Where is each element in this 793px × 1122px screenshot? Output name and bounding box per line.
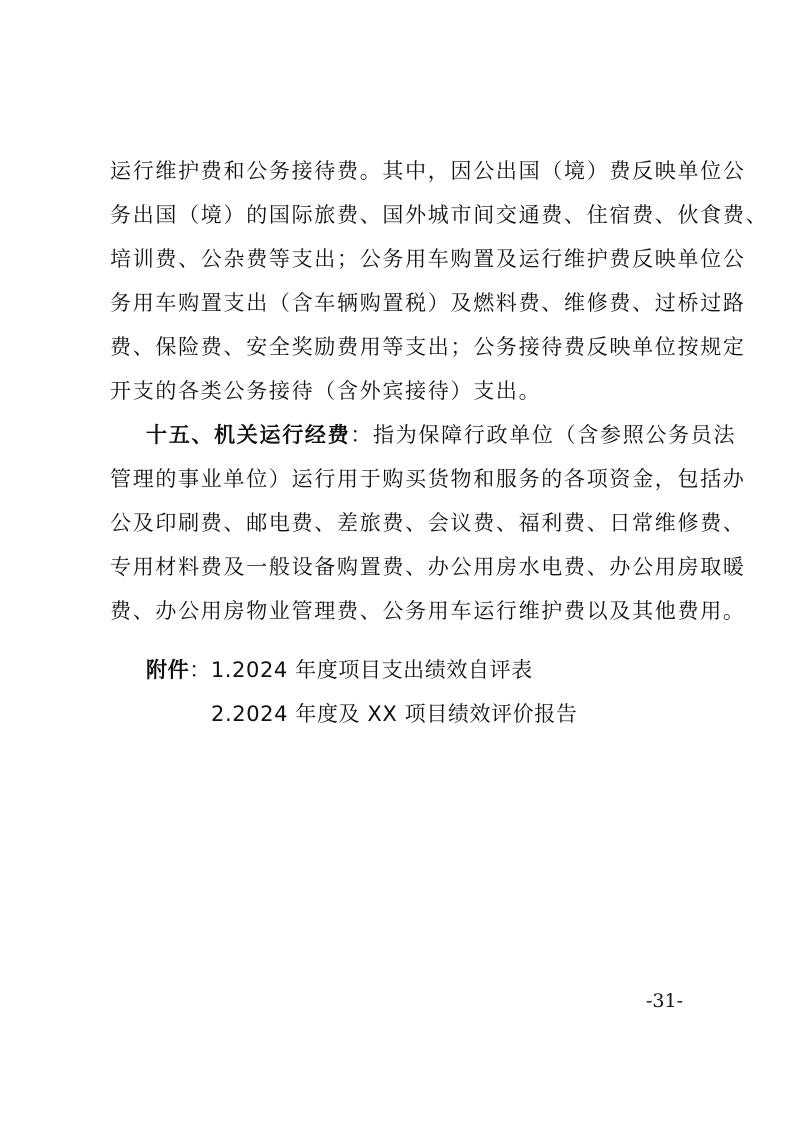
attachments-colon: ： [189,658,211,682]
paragraph-1-line-1: 运行维护费和公务接待费。其中，因公出国（境）费反映单位公 [110,159,746,183]
section-15-line-5: 费、办公用房物业管理费、公务用车运行维护费以及其他费用。 [110,599,746,623]
section-15-first-line-text: ：指为保障行政单位（含参照公务员法 [350,423,737,447]
section-15-first-line [146,421,736,449]
section-15-line-2: 管理的事业单位）运行用于购买货物和服务的各项资金，包括办 [110,467,746,491]
attachment-item-1: 1.2024 年度项目支出绩效自评表 [210,658,533,682]
attachment-item-2: 2.2024 年度及 XX 项目绩效评价报告 [211,702,578,726]
attachments-line-1 [146,656,533,684]
section-15-heading: 十五、机关运行经费 [146,423,351,447]
paragraph-1-line-3: 培训费、公杂费等支出；公务用车购置及运行维护费反映单位公 [110,247,746,271]
section-15-line-4: 专用材料费及一般设备购置费、办公用房水电费、办公用房取暖 [110,555,746,579]
paragraph-1-line-5: 费、保险费、安全奖励费用等支出；公务接待费反映单位按规定 [110,335,746,359]
paragraph-1-line-4: 务用车购置支出（含车辆购置税）及燃料费、维修费、过桥过路 [110,291,746,315]
page-number: -31- [646,990,684,1012]
paragraph-1-line-6: 开支的各类公务接待（含外宾接待）支出。 [110,379,542,403]
paragraph-1-line-2: 务出国（境）的国际旅费、国外城市间交通费、住宿费、伙食费、 [110,203,769,227]
section-15-line-3: 公及印刷费、邮电费、差旅费、会议费、福利费、日常维修费、 [110,511,746,535]
attachments-label: 附件 [146,658,190,682]
